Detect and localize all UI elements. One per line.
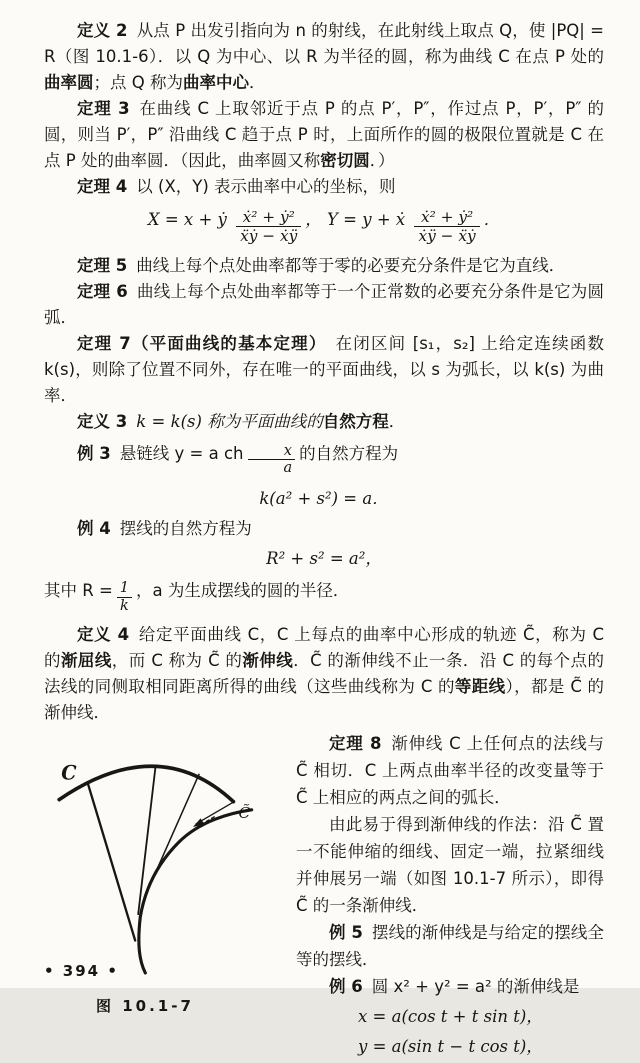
definition-3-text-1: k = k(s) 称为平面曲线的 — [136, 411, 323, 431]
definition-4-text-2: ，而 C 称为 C̃ 的 — [111, 651, 243, 671]
formula-1-tail: ． — [483, 210, 501, 229]
label-curve-c: C — [61, 761, 77, 785]
curve-c-arc-path — [59, 767, 233, 802]
paragraph-theorem-6 — [44, 279, 604, 331]
radius-note-fraction-1-over-k — [117, 580, 132, 614]
page-number: • 394 • — [44, 962, 119, 980]
formula-1-fraction-1 — [236, 208, 301, 246]
definition-4-text-4: ），都是 C̃ 的渐伸线． — [44, 677, 605, 723]
radius-note-text-2: ，a 为生成摆线的圆的半径． — [136, 580, 350, 600]
cycloid-natural-equation-formula: R² + s² = a²， — [266, 548, 382, 568]
definition-4-text-3: ．C̃ 的渐伸线不止一条．沿 C 的每个点的法线的同侧取相同距离所得的曲线（这些曲线称为 C 的 — [44, 651, 605, 697]
curvature-center-coordinates-formula — [44, 207, 604, 246]
theorem-4-text: 以 (X，Y) 表示曲率中心的坐标，则 — [136, 177, 396, 196]
definition-4-label: 定义 4 — [77, 625, 130, 645]
taut-string-line-1 — [88, 783, 136, 941]
paragraph-involute-construction — [296, 811, 604, 919]
paragraph-theorem-8 — [296, 730, 604, 811]
theorem-3-text-2: ．） — [369, 151, 395, 170]
formula-1-fraction-1-denominator: ẍẏ − ẋÿ — [240, 227, 298, 246]
paragraph-theorem-5 — [44, 253, 604, 279]
term-osculating-circle: 密切圆 — [320, 151, 370, 170]
catenary-natural-equation-formula: k(a² + s²) = a． — [259, 488, 389, 508]
term-evolute: 渐屈线 — [60, 651, 112, 671]
paragraph-example-4 — [44, 516, 604, 542]
definition-2-text-3: ． — [248, 73, 266, 92]
circle-involute-equation-y: y = a(sin t − t cos t)， — [358, 1037, 543, 1057]
taut-string-line-3 — [156, 775, 199, 871]
involute-construction-text: 由此易于得到渐伸线的作法：沿 C̃ 置一不能伸缩的细线、固定一端，拉紧细线并伸展另一端（如图 10.1-7 所示），即得 C̃ 的一条渐伸线． — [296, 815, 604, 916]
example-4-label: 例 4 — [77, 518, 111, 538]
formula-1-fraction-2-numerator: ẋ² + ẏ² — [414, 208, 479, 227]
theorem-8-text: 渐伸线 C 上任何点的法线与 C̃ 相切．C 上两点曲率半径的改变量等于 C̃ 上相应的两点之间的弧长． — [296, 734, 604, 808]
definition-3-text-2: ． — [388, 411, 406, 431]
theorem-5-text: 曲线上每个点处曲率都等于零的必要充分条件是它为直线． — [136, 255, 566, 275]
paragraph-definition-2 — [44, 18, 604, 96]
right-text-column — [296, 730, 604, 1063]
definition-2-text-1: 从点 P 出发引指向为 n 的射线，在此射线上取点 Q，使 |PQ| = R（图 10.1-6）．以 Q 为中心、以 R 为半径的圆，称为曲线 C 在点 P 处的 — [44, 21, 604, 66]
paragraph-theorem-4 — [44, 174, 604, 200]
example-6-text: 圆 x² + y² = a² 的渐伸线是 — [371, 977, 580, 997]
example-3-fraction-denominator: a — [283, 460, 293, 477]
figure-column — [44, 730, 296, 1063]
theorem-3-label: 定理 3 — [77, 99, 130, 118]
figure-involute-construction — [46, 752, 274, 977]
radius-note-fraction-numerator: 1 — [117, 580, 132, 598]
formula-1-mid: ， Y = y + ẋ — [305, 210, 411, 229]
paragraph-definition-4 — [44, 622, 604, 726]
example-5-text: 摆线的渐伸线是与给定的摆线全等的摆线． — [296, 923, 605, 970]
radius-note-fraction-denominator: k — [120, 597, 129, 614]
example-3-text-2: 的自然方程为 — [299, 443, 399, 463]
figure-and-text-section — [44, 730, 604, 1063]
example-5-label: 例 5 — [329, 923, 363, 943]
example-3-text-1: 悬链线 y = a ch — [119, 443, 244, 463]
curve-c-tilde-evolute-path — [139, 810, 252, 973]
theorem-3-text-1: 在曲线 C 上取邻近于点 P 的点 P′，P″，作过点 P，P′，P″ 的圆，则当 P′，P″ 沿曲线 C 趋于点 P 时，上面所作的圆的极限位置就是 C 在点 P 处的曲率圆．（因此，曲率圆又称 — [44, 99, 604, 170]
paragraph-definition-3 — [44, 409, 604, 435]
example-3-label: 例 3 — [77, 443, 111, 463]
label-curve-c-tilde: C̃ — [238, 804, 251, 823]
term-curvature-center: 曲率中心 — [182, 73, 249, 92]
theorem-7-text: 在闭区间 [s₁，s₂] 上给定连续函数 k(s)，则除了位置不同外，存在唯一的平面曲线，以 s 为弧长，以 k(s) 为曲率． — [44, 333, 604, 405]
radius-note-text-1: 其中 R = — [44, 580, 113, 600]
example-3-fraction-x-over-a — [248, 443, 296, 477]
term-natural-equation: 自然方程 — [322, 411, 389, 431]
theorem-8-label: 定理 8 — [329, 734, 382, 754]
formula-1-lead: X = x + ẏ — [147, 210, 233, 229]
theorem-7-label: 定理 7（平面曲线的基本定理） — [77, 333, 327, 353]
term-curvature-circle: 曲率圆 — [44, 73, 94, 92]
example-6-label: 例 6 — [329, 977, 363, 997]
paragraph-theorem-7 — [44, 331, 604, 409]
formula-1-fraction-1-numerator: ẋ² + ẏ² — [236, 208, 301, 227]
term-involute: 渐伸线 — [242, 651, 294, 671]
paragraph-example-5 — [296, 919, 604, 973]
paragraph-example-6 — [296, 973, 604, 1000]
formula-1-fraction-2 — [414, 208, 479, 246]
paragraph-theorem-3 — [44, 96, 604, 174]
figure-caption: 图 10.1-7 — [96, 997, 194, 1016]
example-4-text: 摆线的自然方程为 — [119, 518, 252, 538]
paragraph-example-3 — [44, 441, 604, 477]
paragraph-radius-note — [44, 578, 604, 614]
theorem-5-label: 定理 5 — [77, 255, 128, 275]
definition-4-text-1: 给定平面曲线 C，C 上每点的曲率中心形成的轨迹 C̃，称为 C 的 — [44, 625, 604, 671]
definition-3-label: 定义 3 — [77, 411, 128, 431]
definition-2-label: 定义 2 — [77, 21, 128, 40]
term-equidistant-curve: 等距线 — [454, 677, 506, 697]
example-3-fraction-numerator: x — [248, 443, 296, 461]
definition-2-text-2: ；点 Q 称为 — [93, 73, 183, 92]
theorem-6-text: 曲线上每个点处曲率都等于一个正常数的必要充分条件是它为圆弧． — [44, 281, 604, 327]
formula-1-fraction-2-denominator: ẋÿ − ẍẏ — [418, 227, 476, 246]
theorem-6-label: 定理 6 — [77, 281, 128, 301]
circle-involute-equation-x: x = a(cos t + t sin t)， — [358, 1007, 543, 1027]
theorem-4-label: 定理 4 — [77, 177, 128, 196]
